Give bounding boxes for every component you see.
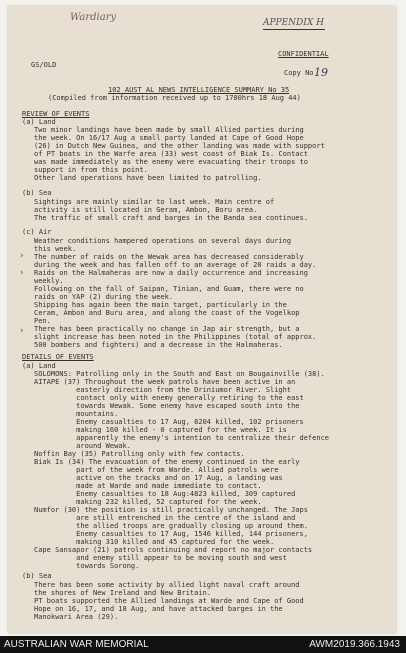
details-land-label: (a) Land — [22, 362, 56, 370]
text-line: the week. On 16/17 Aug a small party landed at Cape of Good Hope — [34, 134, 304, 142]
text-line: easterly direction from the Driniumor River. Slight — [34, 386, 292, 394]
text-line: Noffin Bay (35) Patrolling only with few contacts. — [34, 450, 245, 458]
text-line: There has been some activity by allied light naval craft around — [34, 581, 300, 589]
text-line: The number of raids on the Wewak area has decreased considerably — [34, 253, 304, 261]
text-line: are still entrenched in the centre of the island and — [34, 514, 296, 522]
text-line: 500 bombers and fighters) and a decrease in the Halmaheras. — [34, 341, 283, 349]
document-title: 102 AUST AL NEWS INTELLIGENCE SUMMARY No 35 — [108, 86, 290, 94]
text-line: around Wewak. — [34, 442, 131, 450]
text-line: part of the week from Warde. Allied patrols were — [34, 466, 279, 474]
text-line: AITAPE (37) Throughout the week patrols have been active in an — [34, 378, 296, 386]
text-line: slight increase has been noted in the Philippines (total of approx. — [34, 333, 317, 341]
appendix-label: APPENDIX H — [263, 18, 324, 28]
text-line: Numfor (30) the position is still practically unchanged. The Japs — [34, 506, 308, 514]
text-line: this week. — [34, 245, 77, 253]
margin-tick: › — [20, 326, 24, 336]
appendix-underline — [263, 29, 325, 30]
footer-accession-number: AWM2019.366.1943 — [309, 639, 400, 650]
review-heading: REVIEW OF EVENTS — [22, 110, 90, 118]
text-line: Enemy casualties to 17 Aug, 1546 killed, 144 prisoners, — [34, 530, 308, 538]
review-land-label: (a) Land — [22, 118, 56, 126]
footer-institution: AUSTRALIAN WAR MEMORIAL — [4, 639, 149, 650]
text-line: Shipping has again been the main target, particularly in the — [34, 301, 287, 309]
text-line: Weather conditions hampered operations on several days during — [34, 237, 292, 245]
margin-tick: › — [20, 268, 24, 278]
text-line: weekly. — [34, 277, 64, 285]
handwritten-note: Wardiary — [70, 12, 117, 23]
text-line: Other land operations have been limited to patrolling. — [34, 174, 262, 182]
copy-number: 19 — [314, 66, 328, 79]
text-line: and enemy still appear to be moving south and west — [34, 554, 287, 562]
text-line: activity is still located in Geram, Ambon, Boru area. — [34, 206, 258, 214]
document-reference: GS/OLD — [31, 61, 57, 69]
text-line: (26) in Dutch New Guinea, and the other landing was made with support — [34, 142, 325, 150]
text-line: making 160 killed - 0 captured for the week. It is — [34, 426, 287, 434]
text-line: support in from this point. — [34, 166, 148, 174]
text-line: of PT boats in the Warfe area (33) west coast of Biak Is. Contact — [34, 150, 308, 158]
text-line: The traffic of small craft and barges in the Banda sea continues. — [34, 214, 308, 222]
text-line: raids on YAP (2) during the week. — [34, 293, 174, 301]
text-line: Following on the fall of Saipan, Tinian, and Guam, there were no — [34, 285, 304, 293]
text-line: the allied troops are gradually closing up around them. — [34, 522, 308, 530]
text-line: towards Wewak. Some enemy have escaped south into the — [34, 402, 300, 410]
text-line: Pen. — [34, 317, 51, 325]
document-subtitle: (Compiled from information received up to 1700hrs 18 Aug 44) — [48, 94, 301, 102]
text-line: Hope on 16, 17, and 18 Aug, and have attacked barges in the — [34, 605, 283, 613]
text-line: Enemy casualties to 17 Aug, 8204 killed, 102 prisoners — [34, 418, 304, 426]
text-line: making 232 killed, 52 captured for the week. — [34, 498, 262, 506]
text-line: towards Sorong. — [34, 562, 140, 570]
text-line: Biak Is (34) The evacuation of the enemy continued in the early — [34, 458, 300, 466]
text-line: Raids on the Halmaheras are now a daily occurrence and increasing — [34, 269, 308, 277]
text-line: contact only with enemy generally retiring to the east — [34, 394, 304, 402]
text-line: mountains. — [34, 410, 119, 418]
text-line: Manokwari Area (29). — [34, 613, 119, 621]
text-line: active on the tracks and on 17 Aug, a landing was — [34, 474, 283, 482]
archive-footer — [0, 636, 406, 653]
review-sea-label: (b) Sea — [22, 189, 52, 197]
text-line: PT boats supported the Allied landings at Warde and Cape of Good — [34, 597, 304, 605]
copy-label: Copy No — [284, 69, 314, 77]
document-page — [8, 6, 396, 633]
text-line: during the week and has fallen off to an average of 20 raids a day. — [34, 261, 317, 269]
text-line: making 310 killed and 45 captured for the week. — [34, 538, 275, 546]
review-air-label: (c) Air — [22, 228, 52, 236]
text-line: was made immediately as the enemy were evacuating their troops to — [34, 158, 308, 166]
text-line: There has been practically no change in Jap air strength, but a — [34, 325, 300, 333]
text-line: Sightings are mainly similar to last week. Main centre of — [34, 198, 275, 206]
details-sea-label: (b) Sea — [22, 572, 52, 580]
text-line: the shores of New Ireland and New Britain. — [34, 589, 212, 597]
margin-tick: › — [20, 251, 24, 261]
text-line: Ceram, Ambon and Buru area, and along the coast of the Vogelkop — [34, 309, 300, 317]
text-line: Cape Sansapor (21) patrols continuing and report no major contacts — [34, 546, 313, 554]
text-line: made at Warde and made immediate to contact. — [34, 482, 262, 490]
text-line: Enemy casualties to 18 Aug:4823 killed, 309 captured — [34, 490, 296, 498]
details-heading: DETAILS OF EVENTS — [22, 353, 94, 361]
text-line: apparently the enemy's intention to centralize their defence — [34, 434, 330, 442]
text-line: Two minor landings have been made by small Allied parties during — [34, 126, 304, 134]
classification-label: CONFIDENTIAL — [278, 50, 329, 58]
text-line: SOLOMONS: Patrolling only in the South and East on Bougainville (38). — [34, 370, 325, 378]
